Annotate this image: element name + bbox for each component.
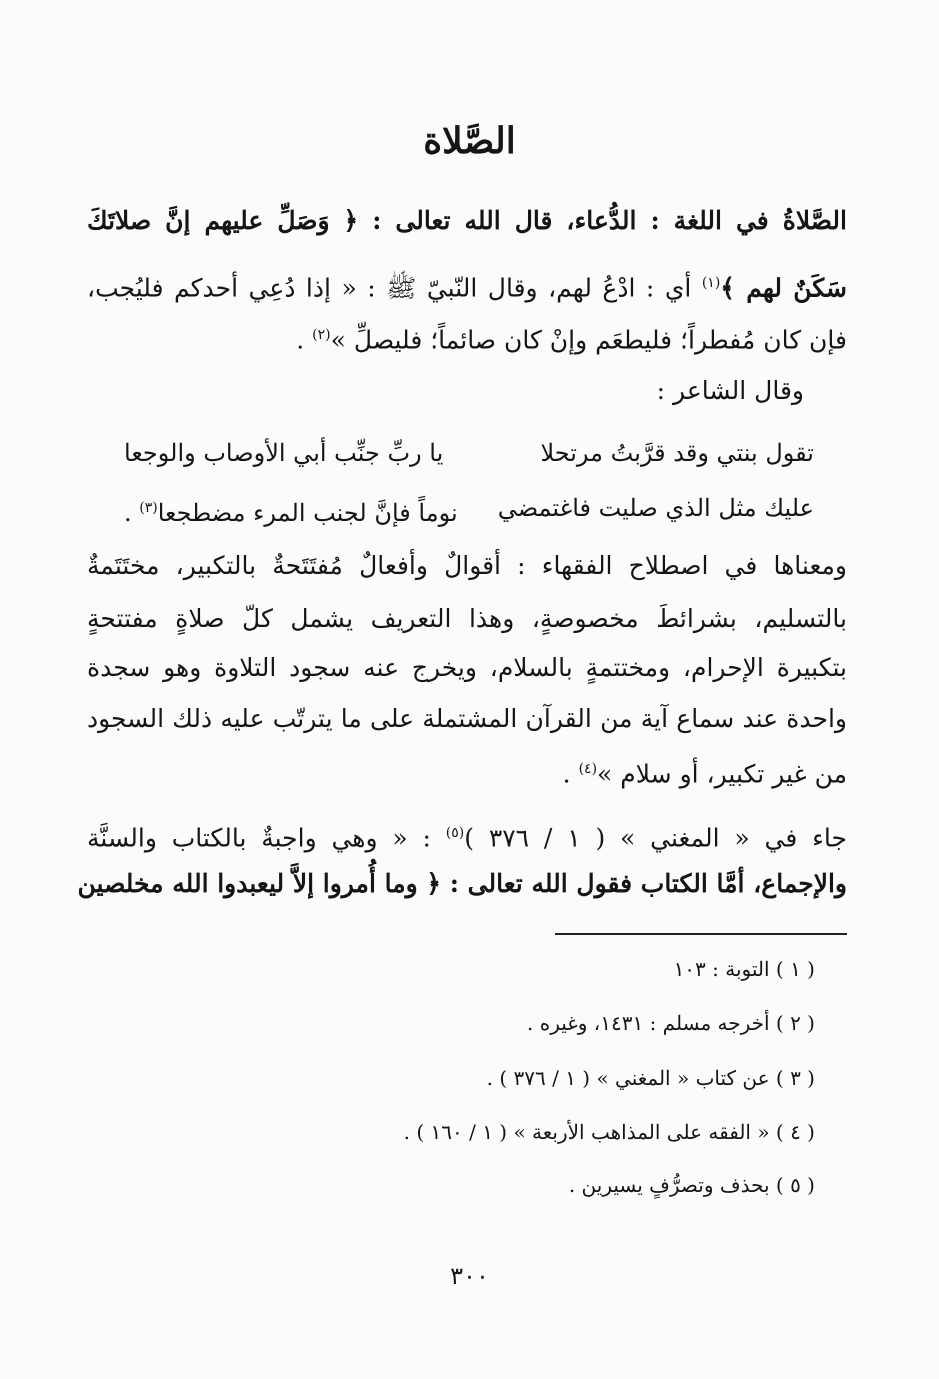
footnote-ref-1: (١) <box>701 275 721 291</box>
text-span: نوماً فإنَّ لجنب المرء مضطجعا <box>157 499 458 527</box>
paragraph-2-line-2: بالتسليم، بشرائطَ مخصوصةٍ، وهذا التعريف يشمل كلّ صلاةٍ مفتتحةٍ <box>87 604 847 633</box>
paragraph-2-line-1: ومعناها في اصطلاح الفقهاء : أقوالٌ وأفعالٌ مُفتَتَحةٌ بالتكبير، مختَتَمةٌ <box>87 551 847 580</box>
text-span: جاء في « المغني » ( ١ / ٣٧٦ ) <box>464 823 847 853</box>
text-span: أي : ادْعُ لهم، وقال النّبيّ ﷺ : « إذا دُعِي أحدكم فليُجب، <box>87 273 702 303</box>
paragraph-3-line-1 <box>87 812 847 859</box>
footnote-4: ( ٤ ) « الفقه على المذاهب الأربعة » ( ١ / ١٦٠ ) . <box>403 1120 815 1144</box>
verse-row-1 <box>124 432 814 474</box>
verse-hemistich <box>124 487 458 534</box>
page-number: ٣٠٠ <box>450 1262 489 1290</box>
verse-row-2 <box>124 487 814 534</box>
poet-intro: وقال الشاعر : <box>656 376 804 405</box>
quran-span: سَكَنٌ لهم ﴾ <box>720 273 847 303</box>
verse-hemistich: عليك مثل الذي صليت فاغتمضي <box>497 494 814 522</box>
text-span: . <box>124 499 140 527</box>
text-span: الصَّلاةُ في اللغة : الدُّعاء، قال الله تعالى : ﴿ وَصَلِّ عليهم إنَّ صلاتَكَ <box>87 206 847 235</box>
verse-hemistich: يا ربِّ جنِّب أبي الأوصاب والوجعا <box>124 439 444 467</box>
paragraph-2-line-5 <box>87 748 847 795</box>
paragraph-2-line-3: بتكبيرة الإحرام، ومختتمةٍ بالسلام، ويخرج عنه سجود التلاوة وهو سجدة <box>87 653 847 682</box>
footnote-ref-3: (٣) <box>139 500 158 516</box>
footnote-ref-4: (٤) <box>578 761 598 777</box>
page-title: الصَّلاة <box>423 120 516 162</box>
footnote-3: ( ٣ ) عن كتاب « المغني » ( ١ / ٣٧٦ ) . <box>486 1066 815 1090</box>
text-span: من غير تكبير، أو سلام » <box>597 759 847 789</box>
paragraph-1-line-1 <box>87 200 847 242</box>
footnote-ref-5: (٥) <box>445 825 465 841</box>
footnote-5: ( ٥ ) بحذف وتصرُّفٍ يسيرين . <box>568 1173 815 1197</box>
footnote-divider <box>555 933 847 935</box>
verse-hemistich: تقول بنتي وقد قرَّبتُ مرتحلا <box>540 439 814 467</box>
paragraph-2-line-4: واحدة عند سماع آية من القرآن المشتملة على ما يترتّب عليه ذلك السجود <box>87 704 847 733</box>
footnote-2: ( ٢ ) أخرجه مسلم : ١٤٣١، وغيره . <box>527 1011 815 1035</box>
text-span: : « وهي واجبةٌ بالكتاب والسنَّة <box>87 823 446 853</box>
text-span: . <box>562 759 579 789</box>
paragraph-1-line-2 <box>87 262 847 309</box>
footnote-ref-2: (٢) <box>312 327 331 343</box>
text-span: . <box>296 325 313 355</box>
paragraph-3-line-2: والإجماع، أمَّا الكتاب فقول الله تعالى : ﴿ وما أُمروا إلاَّ ليعبدوا الله مخلصين <box>77 869 847 898</box>
footnote-1: ( ١ ) التوبة : ١٠٣ <box>673 957 815 981</box>
paragraph-1-line-3 <box>87 314 847 361</box>
text-span: فإن كان مُفطراً؛ فليطعَم وإنْ كان صائماً؛ فليصلِّ » <box>330 325 847 355</box>
